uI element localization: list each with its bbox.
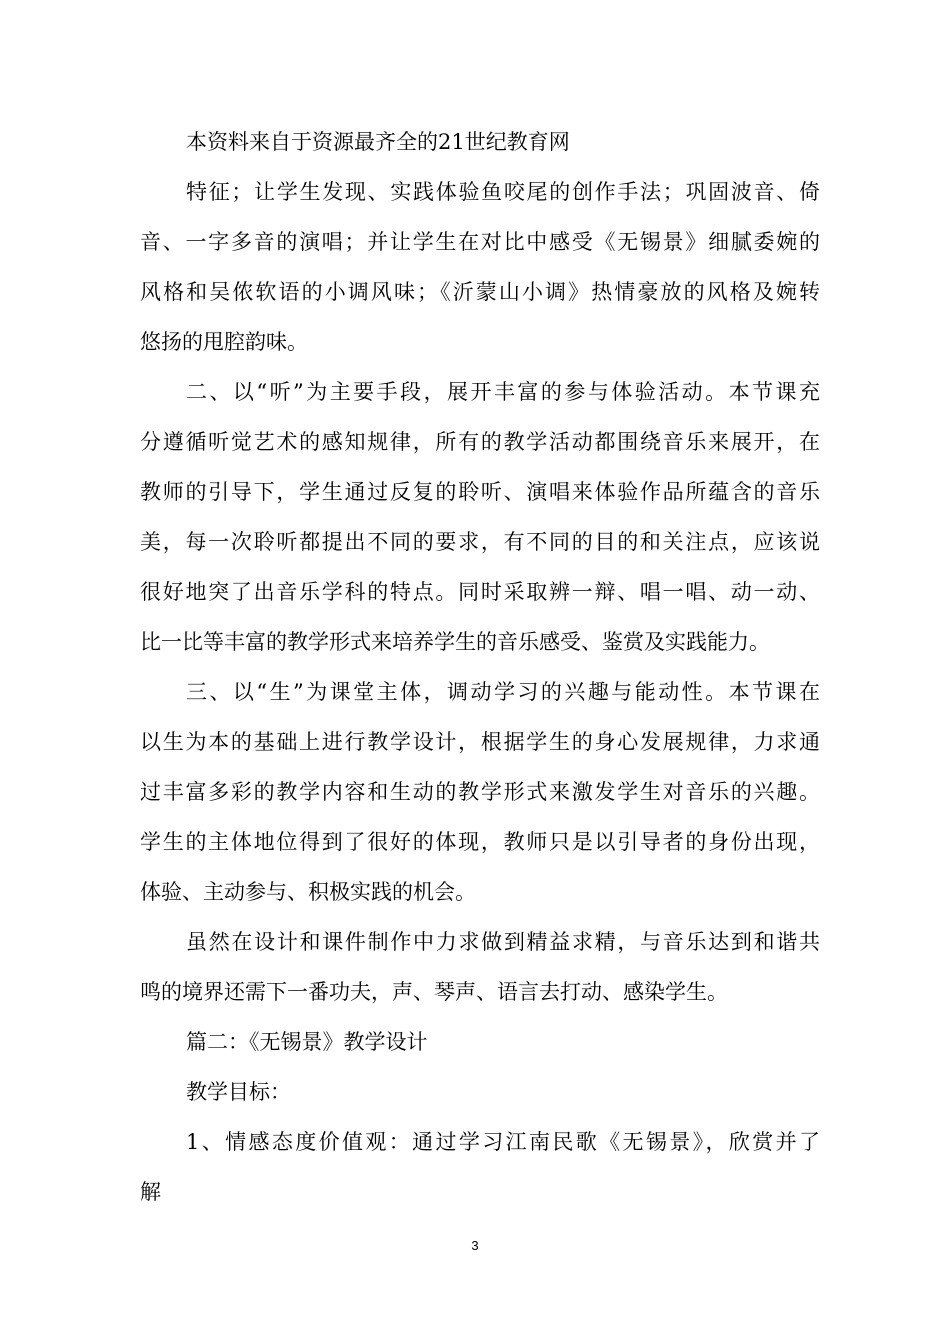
paragraph-line: 很好地突了出音乐学科的特点。同时采取辨一辩、唱一唱、动一动、	[140, 580, 820, 604]
paragraph-line: 音、一字多音的演唱；并让学生在对比中感受《无锡景》细腻委婉的	[140, 230, 820, 254]
paragraph-line: 悠扬的甩腔韵味。	[140, 330, 308, 354]
paragraph-line: 二、以“听”为主要手段，展开丰富的参与体验活动。本节课充	[186, 380, 820, 404]
paragraph-line: 美，每一次聆听都提出不同的要求，有不同的目的和关注点，应该说	[140, 530, 820, 554]
paragraph-line: 三、以“生”为课堂主体，调动学习的兴趣与能动性。本节课在	[186, 680, 820, 704]
page-number: 3	[471, 1238, 479, 1253]
paragraph-line: 以生为本的基础上进行教学设计，根据学生的身心发展规律，力求通	[140, 730, 820, 754]
paragraph-line: 分遵循听觉艺术的感知规律，所有的教学活动都围绕音乐来展开，在	[140, 430, 820, 454]
paragraph-line: 学生的主体地位得到了很好的体现，教师只是以引导者的身份出现，	[140, 830, 820, 854]
paragraph-line: 过丰富多彩的教学内容和生动的教学形式来激发学生对音乐的兴趣。	[140, 780, 820, 804]
paragraph-line: 风格和吴侬软语的小调风味；《沂蒙山小调》热情豪放的风格及婉转	[140, 280, 820, 304]
paragraph-line: 鸣的境界还需下一番功夫，声、琴声、语言去打动、感染学生。	[140, 980, 728, 1004]
paragraph-line: 虽然在设计和课件制作中力求做到精益求精，与音乐达到和谐共	[186, 930, 820, 954]
subheading: 教学目标：	[186, 1080, 291, 1104]
paragraph-line: 比一比等丰富的教学形式来培养学生的音乐感受、鉴赏及实践能力。	[140, 630, 770, 654]
paragraph-line: 1、情感态度价值观：通过学习江南民歌《无锡景》，欣赏并了	[186, 1130, 820, 1154]
paragraph-line: 教师的引导下，学生通过反复的聆听、演唱来体验作品所蕴含的音乐	[140, 480, 820, 504]
paragraph-line: 解	[140, 1180, 161, 1204]
body-text	[140, 124, 820, 1224]
section-heading: 篇二：《无锡景》教学设计	[186, 1030, 428, 1054]
paragraph-line: 体验、主动参与、积极实践的机会。	[140, 880, 476, 904]
source-note-line: 本资料来自于资源最齐全的21世纪教育网	[186, 130, 570, 154]
paragraph-line: 特征；让学生发现、实践体验鱼咬尾的创作手法；巩固波音、倚	[186, 180, 820, 204]
